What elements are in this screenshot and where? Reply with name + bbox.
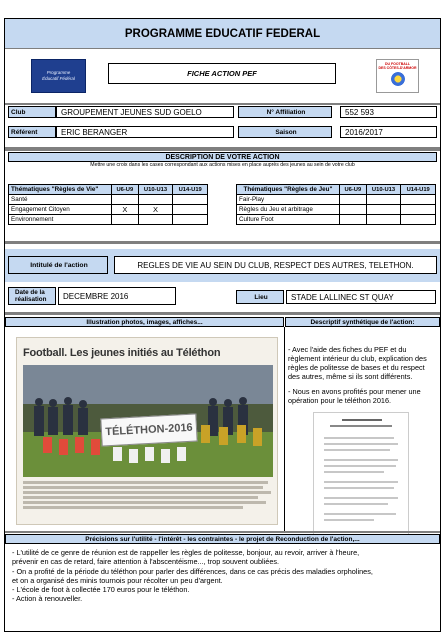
clipping-article-text	[23, 481, 273, 511]
checkbox-cell[interactable]: X	[112, 205, 139, 215]
pef-logo-line1: Programme	[46, 70, 71, 76]
clipping-headline: Football. Les jeunes initiés au Téléthon	[23, 347, 221, 359]
row-label: Engagement Citoyen	[9, 205, 112, 215]
checkbox-cell[interactable]	[173, 195, 208, 205]
row-label: Environnement	[9, 215, 112, 225]
col-u10-u13: U10-U13	[138, 185, 173, 195]
intitule-label: Intitulé de l'action	[8, 256, 108, 274]
divider-bar	[5, 531, 440, 533]
regles-jeu-header: Thématiques "Règles de Jeu"	[237, 185, 340, 195]
district-logo-line1: DU FOOTBALL	[384, 62, 411, 66]
checkbox-cell[interactable]	[401, 195, 436, 205]
precisions-line: et on a organisé des minis tournois pour récolter un peu d'argent.	[12, 575, 223, 585]
referent-label: Référent	[8, 126, 56, 138]
checkbox-cell[interactable]: X	[138, 205, 173, 215]
col-u14-u19: U14-U19	[401, 185, 436, 195]
col-u14-u19: U14-U19	[173, 185, 208, 195]
divider-bar	[5, 241, 440, 244]
date-label-line1: Date de la	[15, 289, 45, 296]
row-label: Fair-Play	[237, 195, 340, 205]
intitule-field[interactable]: REGLES DE VIE AU SEIN DU CLUB, RESPECT DES AUTRES, TELETHON.	[114, 256, 437, 274]
illustration-heading: Illustration photos, images, affiches...	[5, 317, 284, 327]
row-label: Règles du Jeu et arbitrage	[237, 205, 340, 215]
district-logo-line2: DES CÔTES-D'ARMOR	[378, 66, 417, 71]
table-row	[9, 195, 208, 205]
divider-bar	[5, 103, 440, 105]
precisions-line: - Action à renouveller.	[12, 594, 83, 604]
thumbnail-title-line	[330, 425, 392, 427]
precisions-line: - L'école de foot à collectée 170 euros pour le téléthon.	[12, 585, 190, 595]
checkbox-cell[interactable]	[340, 215, 367, 225]
checkbox-cell[interactable]	[340, 195, 367, 205]
date-field[interactable]: DECEMBRE 2016	[58, 287, 176, 305]
date-label-line2: réalisation	[15, 296, 47, 303]
affiliation-label: N° Affiliation	[238, 106, 332, 118]
description-note: Mettre une croix dans les cases correspondant aux actions mises en place auprès des jeunes au sein de votre club	[90, 162, 355, 168]
newspaper-clipping[interactable]	[16, 337, 278, 525]
saison-label: Saison	[238, 126, 332, 138]
affiliation-field[interactable]: 552 593	[340, 106, 437, 118]
precisions-line: prévenir en cas de retard, faire attention à l'abscentéisme..., trop souvent oubliées.	[12, 557, 280, 567]
document-thumbnail[interactable]	[313, 412, 409, 540]
col-u6-u9: U6-U9	[112, 185, 139, 195]
precisions-line: - L'utilité de ce genre de réunion est de rappeller les règles de politesse, bonjour, au revoir, arriver à l'heure,	[12, 548, 360, 557]
divider-bar	[5, 147, 440, 151]
checkbox-cell[interactable]	[173, 205, 208, 215]
table-row	[9, 205, 208, 215]
regles-jeu-table	[236, 184, 436, 225]
regles-vie-table	[8, 184, 208, 225]
checkbox-cell[interactable]	[401, 205, 436, 215]
precisions-line: - On a profité de la période du téléthon pour parler des différences, dans ce cas précis des maladies orpholines,	[12, 566, 373, 576]
col-u10-u13: U10-U13	[366, 185, 401, 195]
checkbox-cell[interactable]	[173, 215, 208, 225]
descriptif-paragraph-1: - Avec l'aide des fiches du PEF et du règlement intérieur du club, explication des règles de politesse de bases et du respect des autres, même si ils sont différents.	[288, 345, 427, 381]
district-emblem-icon	[391, 72, 405, 86]
pef-logo	[31, 59, 86, 93]
column-divider	[284, 327, 285, 531]
row-label: Culture Foot	[237, 215, 340, 225]
col-u6-u9: U6-U9	[340, 185, 367, 195]
page-title: PROGRAMME EDUCATIF FEDERAL	[124, 28, 321, 40]
telethon-banner: TÉLÉTHON-2016	[100, 414, 197, 447]
saison-field[interactable]: 2016/2017	[340, 126, 437, 138]
descriptif-heading: Descriptif synthétique de l'action:	[285, 317, 440, 327]
descriptif-text	[288, 345, 434, 411]
table-row	[9, 215, 208, 225]
checkbox-cell[interactable]	[366, 205, 401, 215]
lieu-field[interactable]: STADE LALLINEC ST QUAY	[286, 290, 436, 304]
pef-logo-line2: Éducatif Fédéral	[42, 76, 75, 81]
referent-field[interactable]: ERIC BERANGER	[56, 126, 234, 138]
checkbox-cell[interactable]	[112, 195, 139, 205]
date-label	[8, 287, 56, 305]
table-row	[237, 195, 436, 205]
lieu-label: Lieu	[236, 290, 284, 304]
checkbox-cell[interactable]	[401, 215, 436, 225]
row-label: Santé	[9, 195, 112, 205]
checkbox-cell[interactable]	[340, 205, 367, 215]
checkbox-cell[interactable]	[366, 195, 401, 205]
club-label: Club	[8, 106, 56, 118]
table-row	[237, 205, 436, 215]
checkbox-cell[interactable]	[112, 215, 139, 225]
table-row	[237, 215, 436, 225]
description-heading: DESCRIPTION DE VOTRE ACTION	[8, 152, 437, 162]
club-field[interactable]: GROUPEMENT JEUNES SUD GOELO	[56, 106, 234, 118]
team-photo	[23, 365, 273, 477]
thumbnail-title-line	[342, 419, 382, 421]
checkbox-cell[interactable]	[366, 215, 401, 225]
precisions-heading: Précisions sur l'utilité - l'intérêt - les contraintes - le projet de Reconduction de l'action,...	[5, 534, 440, 544]
divider-bar	[5, 312, 440, 315]
checkbox-cell[interactable]	[138, 215, 173, 225]
precisions-text	[12, 548, 436, 604]
checkbox-cell[interactable]	[138, 195, 173, 205]
fiche-title: FICHE ACTION PEF	[108, 63, 336, 84]
descriptif-paragraph-2: - Nous en avons profités pour mener une opération pour le téléthon 2016.	[288, 387, 421, 405]
regles-vie-header: Thématiques "Règles de Vie"	[9, 185, 112, 195]
district-logo	[376, 59, 419, 93]
